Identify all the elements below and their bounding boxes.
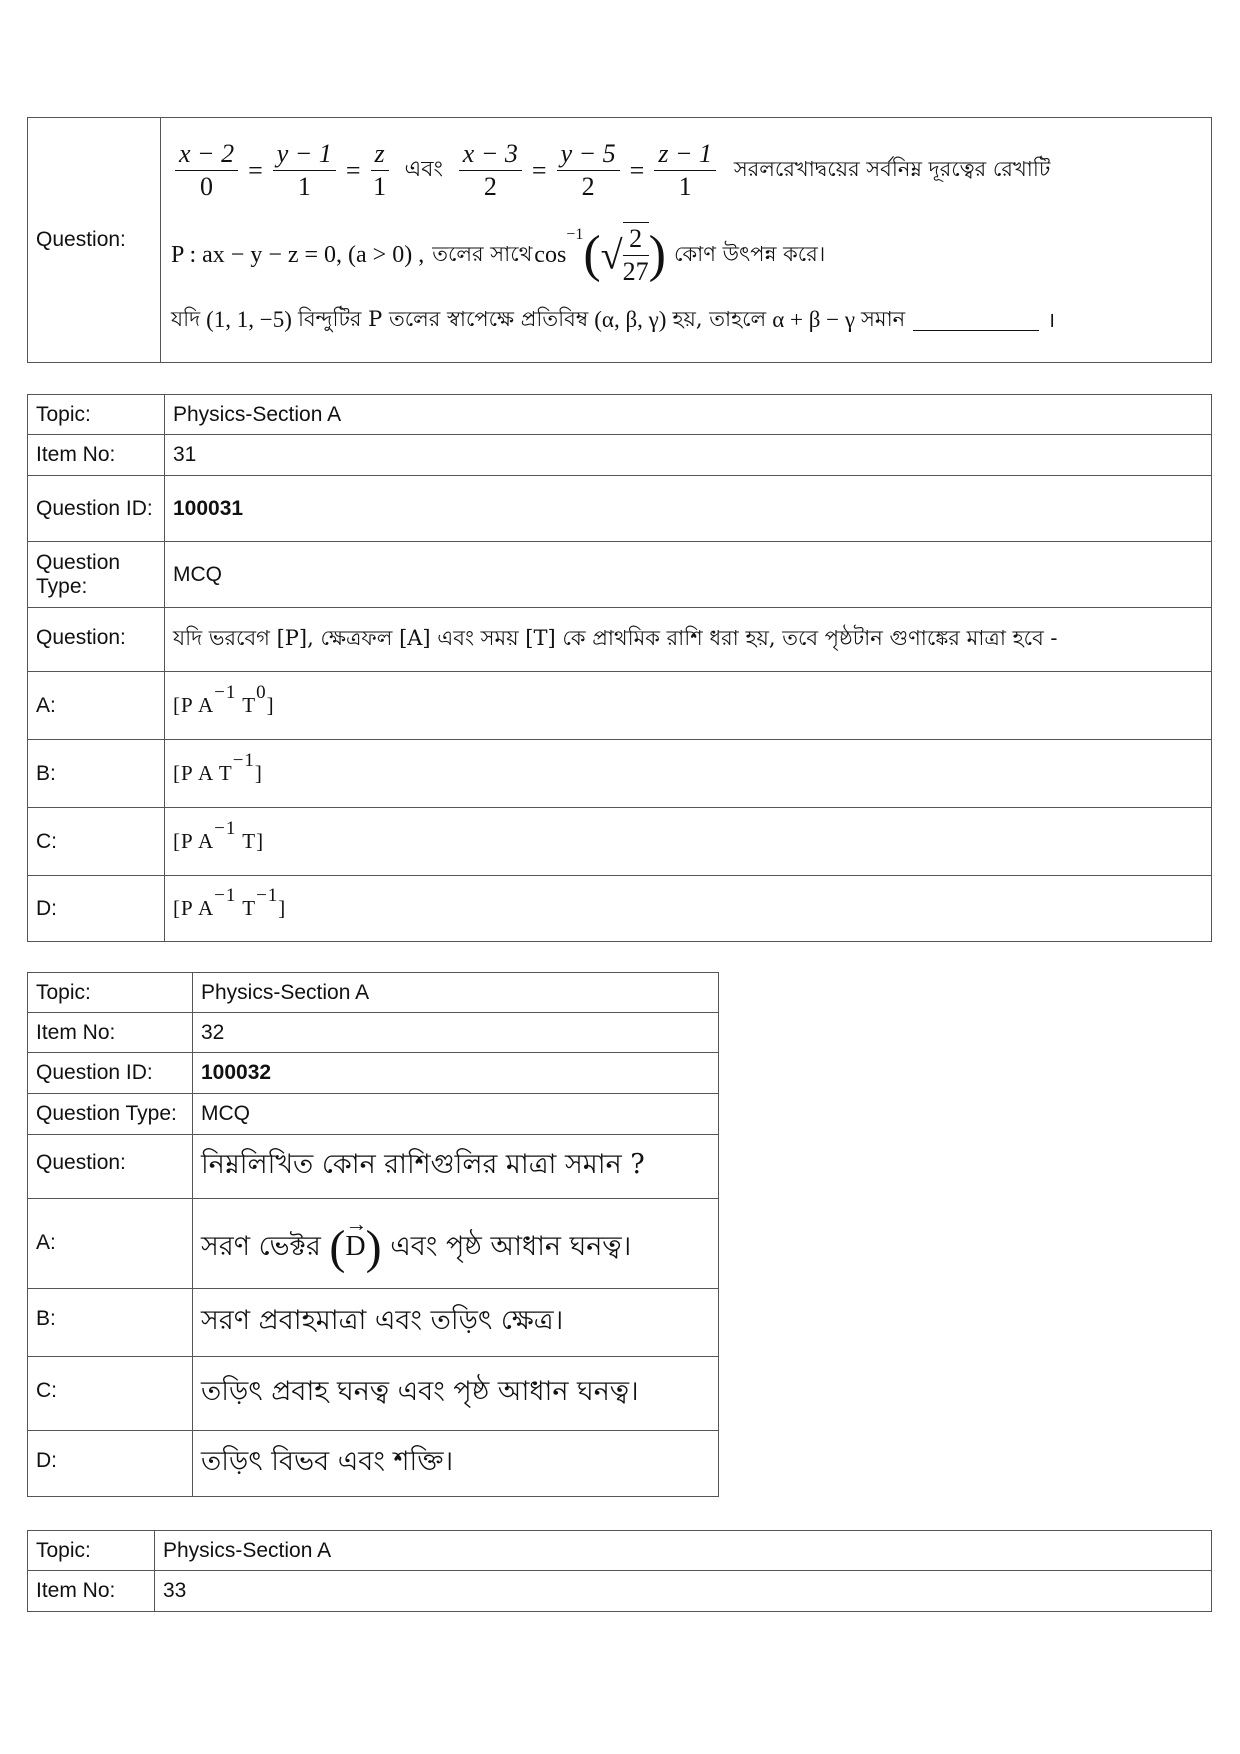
- topic-value: Physics-Section A: [155, 1531, 1212, 1571]
- plane-line: P : ax − y − z = 0, (a > 0) , তলের সাথে cos $^{-1}$ ( √ $\frac{2}{27}$ ) কোণ উৎপন্ন করে।: [171, 224, 826, 286]
- fraction-2: $\frac{y - 1}{1}$: [273, 138, 336, 203]
- option-d: তড়িৎ বিভব এবং শক্তি।: [193, 1431, 719, 1497]
- item-label: Item No:: [28, 1013, 193, 1053]
- option-c: তড়িৎ প্রবাহ ঘনত্ব এবং পৃষ্ঠ আধান ঘনত্ব।: [193, 1357, 719, 1431]
- item-label: Item No:: [28, 1571, 155, 1612]
- image-point: (α, β, γ): [594, 307, 667, 332]
- question-table-32: [27, 972, 719, 1497]
- danda: ।: [1047, 308, 1056, 332]
- item-label: Item No:: [28, 435, 165, 476]
- fraction-4: $\frac{x - 3}{2}$: [459, 138, 522, 203]
- topic-label: Topic:: [28, 1531, 155, 1571]
- cos-inverse: −1: [566, 226, 584, 243]
- plane-tail: কোণ উৎপন্ন করে।: [673, 241, 826, 266]
- option-b: সরণ প্রবাহমাত্রা এবং তড়িৎ ক্ষেত্র।: [193, 1289, 719, 1357]
- topic-label: Topic:: [28, 395, 165, 435]
- and-text: এবং: [404, 157, 443, 182]
- option-a-label: A:: [28, 1199, 193, 1289]
- option-b-label: B:: [28, 1289, 193, 1357]
- cos-text: cos: [534, 241, 567, 268]
- question-text: নিম্নলিখিত কোন রাশিগুলির মাত্রা সমান ?: [193, 1135, 719, 1199]
- question-type-value: MCQ: [165, 542, 1212, 608]
- option-b: [P A $T^{-1}$]: [165, 740, 1212, 808]
- option-a-label: A:: [28, 672, 165, 740]
- fraction-3: $\frac{z}{1}$: [371, 138, 389, 203]
- point-text: বিন্দুটির P তলের স্বাপেক্ষে প্রতিবিম্ব: [297, 306, 589, 331]
- question-label: Question:: [28, 608, 165, 672]
- topic-value: Physics-Section A: [193, 973, 719, 1013]
- point: (1, 1, −5): [206, 307, 292, 332]
- option-d-label: D:: [28, 876, 165, 942]
- question-body: [161, 118, 1212, 363]
- question-type-label: Question Type:: [28, 1094, 193, 1135]
- question-table-33: [27, 1530, 1212, 1612]
- sqrt-fraction: √ $\frac{2}{27}$: [600, 224, 649, 286]
- equation-tail: সরলরেখাদ্বয়ের সর্বনিম্ন দূরত্বের রেখাটি: [733, 157, 1051, 181]
- item-value: 33: [155, 1571, 1212, 1612]
- option-c: [P $A^{-1}$ T]: [165, 808, 1212, 876]
- question-block-prev: [27, 117, 1212, 363]
- question-label: Question:: [28, 118, 161, 363]
- question-text: যদি ভরবেগ [P], ক্ষেত্রফল [A] এবং সময় [T] কে প্রাথমিক রাশি ধরা হয়, তবে পৃষ্ঠটান গুণাঙ্কের মাত্রা হবে -: [165, 608, 1212, 672]
- option-b-label: B:: [28, 740, 165, 808]
- plane-eq: P : ax − y − z = 0, (a > 0) ,: [171, 241, 425, 268]
- question-id-label: Question ID:: [28, 476, 165, 542]
- question-label: Question:: [28, 1135, 193, 1199]
- option-c-label: C:: [28, 1357, 193, 1431]
- option-a: সরণ ভেক্টর ( → D) এবং পৃষ্ঠ আধান ঘনত্ব।: [193, 1199, 719, 1289]
- question-id-label: Question ID:: [28, 1053, 193, 1094]
- equation-line: $\frac{x - 2}{0}$ = $\frac{y - 1}{1}$ = $\frac{z}{1}$ এবং $\frac{x - 3}{2}$ = $\frac{y - 5}{2}$ = $\frac{z - 1}{1}$ সরলরেখাদ্বয়ের সর্বনিম্ন দূরত্বের রেখাটি: [171, 138, 1201, 212]
- if-text: যদি: [171, 306, 201, 331]
- question-id-value: 100032: [193, 1053, 719, 1094]
- vector-d: → D: [345, 1210, 368, 1262]
- fraction-5: $\frac{y - 5}{2}$: [557, 138, 620, 203]
- option-d: [P $A^{-1}$ $T^{-1}$]: [165, 876, 1212, 942]
- equals-text: সমান: [861, 306, 906, 331]
- item-value: 31: [165, 435, 1212, 476]
- fraction-6: $\frac{z - 1}{1}$: [654, 138, 716, 203]
- fraction-1: $\frac{x - 2}{0}$: [175, 138, 238, 203]
- option-d-label: D:: [28, 1431, 193, 1497]
- image-line: [171, 298, 1201, 342]
- then-text: হয়, তাহলে: [672, 306, 767, 331]
- item-value: 32: [193, 1013, 719, 1053]
- topic-value: Physics-Section A: [165, 395, 1212, 435]
- question-type-label: Question Type:: [28, 542, 165, 608]
- with-text: তলের সাথে: [432, 241, 533, 266]
- topic-label: Topic:: [28, 973, 193, 1013]
- option-a: [P $A^{-1}$ $T^0$]: [165, 672, 1212, 740]
- question-id-value: 100031: [165, 476, 1212, 542]
- expression: α + β − γ: [772, 307, 856, 332]
- answer-blank: [913, 310, 1039, 331]
- question-type-value: MCQ: [193, 1094, 719, 1135]
- question-table-31: [27, 394, 1212, 942]
- option-c-label: C:: [28, 808, 165, 876]
